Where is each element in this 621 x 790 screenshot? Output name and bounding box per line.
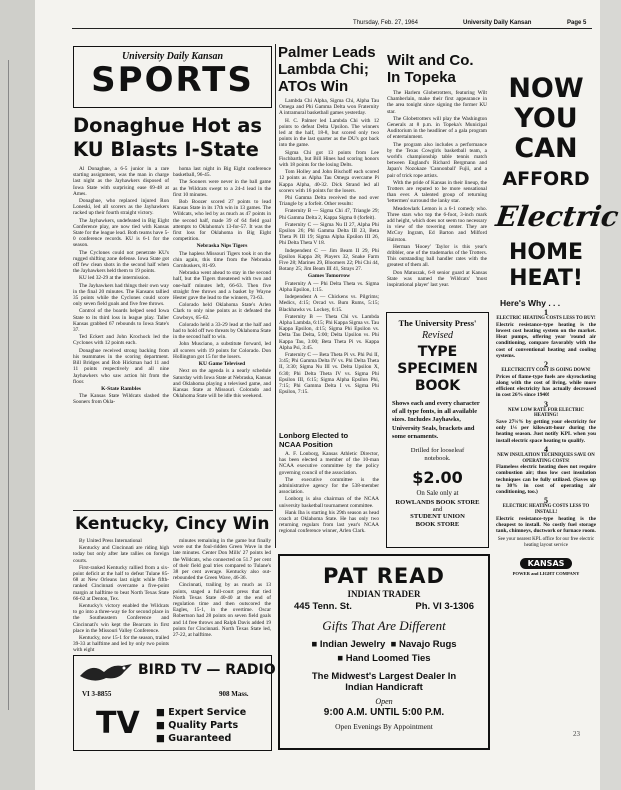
paragraph: Tom Holley and John Bischoff each scored 12 points as Alpha Tau Omega overcame Pi Kappa Alpha, 40-32. Dick Strand led all scorers with 16 points for the losers. [279, 169, 379, 194]
type-specimen-ad [386, 312, 489, 548]
paragraph: Independent C — Jim Beam II 29, Phi Epsilon Kappa 28; Players 32, Snake Farm Five 28; Marines 29, Bloomers 22; Phi Chi 44, Botany 25; Jim Beam III 41, Strays 27. [279, 247, 379, 273]
electric-point-number: 4 [544, 444, 548, 454]
electric-headline-line: YOU [514, 103, 578, 134]
pat-read-phone: Ph. VI 3-1306 [415, 601, 474, 612]
press-desc: Shows each and every character of all type fonts, in all available sizes. Includes Jayhawks, University Seals, brackets and some ornaments. [392, 400, 480, 440]
paragraph: Independent A — Chickens vs. Pilgrims; Medics, 4:15; Orcad vs. Bum Rums, 5:15; Blackhawks vs. Lockey, 6:15. [279, 294, 379, 313]
paragraph: With the pride of Kansas in their lineup, the Trotters are reputed to be more sensational than ever. A talented group of returning 'lettermen' surround the lanky star. [387, 179, 487, 205]
paragraph: Herman 'Hooey' Taylor is this year's dribbler, one of the trademarks of the Trotters. This outstanding ball handler rates with the greatest of them all. [387, 243, 487, 269]
paragraph: Lambda Chi Alpha, Sigma Chi, Alpha Tau Omega and Phi Gamma Delta won Fraternity A intramural basketball games yesterday. [279, 98, 379, 117]
section-rule [73, 510, 273, 511]
paragraph: Meadowlark Lemon is a 6-1 comedy who. Three stars who top the 6-foot, 3-inch mark add height, which does not seem too necessary in view of the towering center. They are McCoy Ingram, Ed Barton and Milford Hairston. [387, 205, 487, 243]
press-line2: Revised [421, 330, 454, 341]
electric-point-heading: ELECTRIC HEATING COSTS LESS TO BUY! [496, 316, 596, 322]
palmer-headline-line: ATOs Win [278, 78, 349, 95]
pat-read-items2: ■ Hand Loomed Ties [337, 653, 431, 664]
paragraph: First-ranked Kentucky rallied from a six-point deficit at the half to defeat Tulane 85-68 at New Orleans last night while fifth-ranked Cincinnati overcame a five-point margin at halftime to beat North Texas State 66-62 at Denton, Tex. [73, 564, 169, 602]
paragraph: Phi Gamma Delta received the nod over Triangle by a forfeit. Other results: [279, 195, 379, 208]
palmer-headline-line: Palmer Leads [278, 44, 376, 61]
adjacent-page-edge [0, 0, 35, 790]
wilt-headline [387, 52, 487, 86]
paragraph: A. F. Lonborg, Kansas Athletic Director, has been elected a member of the 10-man NCAA executive committee by the policy governing council of the association. [279, 451, 379, 476]
kentucky-column-2 [173, 538, 271, 652]
wilt-article [387, 90, 487, 308]
lead-column-1 [73, 166, 169, 506]
electric-point [496, 444, 596, 496]
kpl-company: POWER and LIGHT COMPANY [512, 571, 580, 577]
paragraph: KU led 32-29 at the intermission. [79, 275, 150, 282]
electric-point-text: Electric resistance-type heating is the lowest cost heating system on the market. Heat pumps, offering year 'round air conditioning, compare favorably with the cost of conventional heating and cooling systems. [496, 321, 596, 359]
lead-headline-line2: KU Blasts I-State [73, 138, 259, 161]
pat-read-item: Navajo Rugs [398, 639, 457, 650]
press-note-line: Drilled for looseleaf [410, 447, 465, 455]
kentucky-column-1 [73, 538, 169, 652]
wilt-headline-line: Wilt and Co. [387, 52, 474, 69]
paragraph: Sigma Chi got 13 points from Lee Fischbarth, but Bill Hines had scoring honors with 18 points for the losing Delts. [279, 149, 379, 169]
bird-ad-tv: TV [96, 706, 140, 741]
pat-read-item: Hand Loomed Ties [345, 653, 431, 664]
paragraph: Kentucky, now 15-1 for the season, trailed 39-33 at halftime and led by only two points with eight [73, 635, 169, 654]
edge-line [8, 60, 9, 710]
press-and: and [432, 506, 443, 514]
column-divider [275, 44, 276, 548]
masthead-kicker: University Daily Kansan [121, 51, 224, 62]
electric-point-number: 2 [544, 360, 548, 370]
pat-read-appt: Open Evenings By Appointment [335, 722, 433, 731]
kentucky-headline: Kentucky, Cincy Win [75, 514, 270, 534]
lonborg-headline [279, 431, 381, 449]
pat-read-ad [278, 554, 490, 750]
subhead: K-State Rambles [101, 385, 141, 392]
pat-read-address: 445 Tenn. St. [294, 601, 352, 612]
paragraph: Don Matuszak, 6-8 senior guard at Kansas State was named the Wildcats' 'most inspirational player' last year. [387, 269, 487, 289]
pat-read-contact [294, 601, 474, 612]
lead-column-2 [173, 166, 271, 506]
pat-read-hours: 9:00 A.M. UNTIL 5:00 P.M. [323, 707, 445, 718]
paragraph: Next on the agenda is a nearly schedule Saturday with Iowa State at Nebraska, Kansas and Oklahoma playing a televised game, and Kansas State at Missouri. Colorado and Oklahoma State will be idle this weekend. [173, 368, 271, 400]
electric-point-text: Electric resistance-type heating is the cheapest to install. No costly fuel storage tank, chimneys, ductwork or furnace room. [496, 515, 596, 535]
paragraph: H. C. Palmer led Lambda Chi with 12 points to defeat Delta Upsilon. The winners led at the half, 18-8, but scored only two points in the last quarter as the DU's got back into the game. [279, 117, 379, 149]
paragraph: By United Press International [79, 538, 142, 544]
pat-read-item: Indian Jewelry [319, 639, 386, 650]
press-store1: ROWLANDS BOOK STORE [395, 499, 480, 507]
pat-read-name: PAT READ [323, 564, 445, 588]
bird-icon [78, 660, 134, 686]
electric-point-heading: NEW INSULATION TECHNIQUES SAVE ON OPERATING COSTS! [497, 453, 595, 464]
electric-heres: Here's Why . . . [500, 298, 561, 308]
paragraph: Donaghue, who replaced injured Ron Loneski, led all scorers as the Jayhawkers racked up their fourth straight victory. [73, 198, 169, 217]
paragraph: Cincinnati, trailing by as much as 13 points, staged a full-court press that tied North Texas State 40-40 at the end of regulation time and then outscored the Eagles, 15-1, in the overtime. Oscar Robertson had 28 points on seven field goals and 14 free throws and Ralph Davis added 19 points for Cincinnati. North Texas State led, 27-22, at halftime. [173, 582, 271, 639]
pat-read-sub: INDIAN TRADER [347, 589, 421, 599]
lead-headline-line1: Donaghue Hot as [73, 114, 262, 137]
header-paper: University Daily Kansan [463, 20, 532, 26]
paragraph: Ted Eckert and John Krochock led the Cyclones with 12 points each. [73, 334, 169, 347]
bird-ad-bullet-text: Expert Service [168, 707, 247, 718]
bird-ad-bullet: ■ Expert Service [156, 707, 247, 718]
palmer-article [279, 98, 379, 428]
paragraph: Hank Iba is starting his 29th season as head coach at Oklahoma State. He has only two returning regulars from last year's NCAA regional conference winner, Arlen Clark. [279, 509, 379, 535]
electric-point-number: 3 [544, 399, 548, 409]
press-store2 [387, 513, 488, 529]
electric-point-text: Save 27¼% by getting your electricity for only 1¼ per kilowatt-hour during the heating season. Just notify KPL when you install electric space heating to qualify. [496, 419, 596, 444]
subhead: Games Tomorrow [307, 273, 351, 280]
bird-tv-ad [73, 655, 276, 751]
paragraph: Lonborg is also chairman of the NCAA university basketball tournament committee. [279, 496, 379, 509]
paragraph: The Jayhawkers had things their own way in the final 20 minutes. The Kansans tallied 35 points while the Cyclones could score only seven field goals and five free throws. [73, 282, 169, 308]
paragraph: Nebraska went ahead to stay in the second half, but the Tigers threatened with two and one-half minutes left, 66-63. Then five straight free throws and a basket by Wayne Hester gave the lead to the winners, 73-63. [173, 270, 271, 302]
newspaper-page [35, 0, 621, 790]
paragraph: The hapless Missouri Tigers took it on the chin again, this time from the Nebraska Cornhuskers, 81-69. [173, 250, 271, 270]
paragraph: Al Donaghue, a 6-5 junior in a rare starting assignment, was the man in charge last night as the Jayhawkers disposed of Iowa State with surprising ease 69-48 at Ames. [73, 166, 169, 197]
bird-ad-phone: VI 3-8855 [82, 690, 112, 698]
paragraph: Control of the boards helped send Iowa State to its third loss in league play. Taller Kansas grabbed 67 rebounds to Iowa State's 37. [73, 308, 169, 334]
paragraph: The Globetrotters will play the Washington Generals at 8 p.m. in Topeka's Municipal Auditorium in the headliner of a gala program of entertainment. [387, 115, 487, 141]
bird-ad-bullet-text: Guaranteed [168, 733, 232, 744]
pat-read-tagline: Gifts That Are Different [322, 618, 446, 633]
electric-heat-ad [493, 44, 621, 750]
bird-ad-bullet: ■ Guaranteed [156, 733, 232, 744]
press-note [387, 447, 488, 463]
paragraph: The program also includes a performance by the Texas Cowgirls basketball team, a world's championship table tennis match between England's Richard Bergmann and Japan's Nozokaze 'Cannonball' Fujii, and a pair of trick rope artists. [387, 141, 487, 179]
wilt-headline-line: In Topeka [387, 69, 456, 86]
press-line1: The University Press' [398, 318, 477, 328]
paragraph: Colorado held a 33-29 lead at the half and had to hold off two threats by Oklahoma State in the second half to win. [173, 321, 271, 341]
palmer-headline [278, 44, 378, 95]
bird-ad-bullet: ■ Quality Parts [156, 720, 239, 731]
electric-point-heading: ELECTRIC HEATING COSTS LESS TO INSTALL! [502, 504, 590, 516]
paragraph: Fraternity B — Theta Chi vs. Lambda Alpha Lambda, 6:15; Phi Kappa Sigma vs. Tau Kappa Epsilon, 4:15; Sigma Phi Epsilon vs. Delta Tau Delta, 5:00; Delta Upsilon vs. Phi Kappa Tau, 3:00; Beta Theta Pi vs. Kappa Alpha Psi, 3:45. [279, 313, 380, 351]
lonborg-headline-line: Lonborg Elected to [279, 431, 349, 440]
press-title-line: TYPE [417, 344, 458, 360]
paragraph: Colorado held Oklahoma State's Arlen Clark to only nine points as it defeated the Cowboys, 65-62. [173, 302, 271, 321]
press-note-line: notebook. [424, 455, 451, 463]
sports-masthead [73, 46, 272, 108]
subhead: Nebraska Nips Tigers [196, 243, 248, 250]
header-date: Thursday, Feb. 27, 1964 [353, 20, 418, 26]
electric-point-number: 5 [544, 496, 548, 506]
electric-headline-line: NOW [508, 73, 584, 104]
paragraph: The Sooners were never in the ball game as the Wildcats swept to a 24-4 lead in the first 10 minutes. [173, 179, 271, 198]
electric-headline-line: CAN [514, 133, 578, 164]
press-title-line: SPECIMEN [397, 361, 478, 377]
electric-point-number: 1 [544, 308, 548, 317]
electric-point [496, 362, 596, 399]
masthead-title: SPORTS [91, 60, 254, 100]
press-title [387, 344, 488, 395]
press-store2-line: BOOK STORE [415, 521, 460, 529]
electric-point [496, 399, 596, 444]
electric-points [496, 310, 596, 534]
press-price: $2.00 [412, 468, 463, 488]
press-title-line: BOOK [414, 378, 461, 394]
paragraph: The Harlem Globetrotters, featuring Wilt Chamberlain, make their first appearance in the area tonight since signing the former KU star. [387, 90, 487, 115]
paragraph: Kentucky and Cincinnati are riding high today but only after late rallies on foreign courts. [73, 545, 169, 564]
paragraph: John Musciano, a substitute forward, led all scorers with 19 points for Colorado. Don Hollington got 15 for the losers. [173, 341, 271, 360]
paragraph: homa last night in Big Eight conference basketball, 96-45. [173, 166, 271, 179]
paragraph: Fraternity B — Sigma Chi 47, Triangle 29; Phi Gamma Delta 2, Kappa Sigma 0 (forfeit). [279, 208, 379, 221]
electric-point-text: Flameless electric heating does not require combustion air; thus low cost insulation techniques can be fully utilized. (Saves up to 30% in cost of operating air conditioning, too.) [496, 464, 596, 496]
electric-point [496, 310, 596, 359]
electric-point-heading: ELECTRICITY COST IS GOING DOWN! [501, 368, 591, 374]
electric-home: HOME [508, 240, 584, 265]
press-store2-line: STUDENT UNION [410, 513, 465, 521]
paragraph: Fraternity C — Beta Theta Pi vs. Phi Psi II, 3:45; Phi Gamma Delta IV vs. Phi Delta Theta II, 3:30; Sigma Nu III vs. Delta Upsilon X, 6:30; Phi Delta Theta IV vs. Sigma Phi Epsilon III, 6:15; Sigma Alpha Epsilon Phi, 7:15; Phi Gamma Delta I vs. Sigma Phi Epsilon, 7:15. [279, 351, 379, 396]
header-rule [72, 28, 592, 29]
pat-read-largest: The Midwest's Largest Dealer In [311, 671, 457, 682]
kpl-logo-text: KANSAS [520, 558, 573, 569]
pat-read-open: Open [375, 697, 393, 706]
paragraph: Donaghue received strong backing from his teammates in the scoring department. Bill Bridges and Bob Hickman had 11 and 11 points respectively and all nine Jayhawkers who saw action hit from the floor. [73, 347, 169, 385]
electric-point-heading: NEW LOW RATE FOR ELECTRIC HEATING! [508, 407, 584, 419]
electric-headline [496, 74, 596, 194]
paragraph: The executive committee is the administrative agency for the 538-member association. [279, 476, 379, 496]
kpl-logo [496, 553, 596, 576]
lonborg-headline-line: NCAA Position [279, 440, 333, 449]
press-sale: On Sale only at [416, 490, 459, 498]
palmer-headline-line: Lambda Chi; [278, 61, 369, 78]
pat-read-handicraft: Indian Handicraft [345, 682, 423, 693]
paragraph: Fraternity A — Phi Delta Theta vs. Sigma Alpha Epsilon, 1:15. [279, 280, 379, 293]
paragraph: minutes remaining in the game but finally wore out the foul-ridden Green Wave in the late minutes. Center Don Mills' 27 points led the Wildcats, who connected on 51.7 per cent of their field goal tries compared to Tulane's 38 per cent average. Kentucky also out-rebounded the Green Wave, 46-36. [173, 538, 271, 582]
bird-ad-address: 908 Mass. [219, 690, 249, 698]
paragraph: Fraternity C — Sigma Nu II 27, Alpha Phi Epsilon 26; Phi Gamma Delta III 23, Beta Theta Pi III 19; Sigma Alpha Epsilon III 26, Phi Delta Theta V 18. [279, 221, 379, 247]
paragraph: Kentucky's victory enabled the Wildcats to go into a three-way tie for second place in the Southeastern Conference and Cincinnati's win kept the Bearcats in first place in the Missouri Valley Conference. [73, 603, 169, 634]
paragraph: The Kansas State Wildcats slashed the Sooners from Okla- [73, 393, 169, 406]
paragraph: Bob Boozer scored 27 points to lead Kansas State in its 17th win in 13 games. The Wildcats, who led by as much as 47 points in the second half, made 39 of 64 field goal attempts to Oklahoma's 13-for-57. It was the first loss for Oklahoma in Big Eight competition. [173, 199, 271, 243]
lead-headline [73, 114, 273, 162]
lonborg-article [279, 451, 379, 547]
header-page: Page 5 [567, 20, 587, 26]
electric-point [496, 498, 596, 534]
bird-ad-bullets [156, 706, 246, 745]
bird-ad-name: BIRD TV — RADIO [138, 662, 276, 678]
bird-ad-bullet-text: Quality Parts [168, 720, 239, 731]
folio-number: 23 [573, 730, 580, 738]
subhead: KU Game Televised [198, 361, 246, 368]
electric-point-text: Prices of flame-type fuels are skyrocketing along with the cost of living, while more efficient electricity has actually decreased in cost 26% since 1940! [496, 373, 596, 399]
electric-headline-line: AFFORD [502, 168, 590, 190]
paragraph: The Cyclones could not penetrate KU's rugged shifting zone defense. Iowa State got off few clean shots in the second half when the Jayhawkers held them to 19 points. [73, 249, 169, 275]
paragraph: The Jayhawkers, undefeated in Big Eight Conference play, are now tied with Kansas State for the league lead. Both teams have 5-0 conference records. KU is 6-1 for the season. [73, 217, 169, 249]
electric-fine: See your nearest KPL office for our free electric heating layout service [497, 537, 595, 549]
electric-script: Electric [493, 200, 621, 233]
electric-heat: HEAT! [509, 266, 583, 291]
pat-read-items1: ■ Indian Jewelry ■ Navajo Rugs [311, 639, 457, 650]
